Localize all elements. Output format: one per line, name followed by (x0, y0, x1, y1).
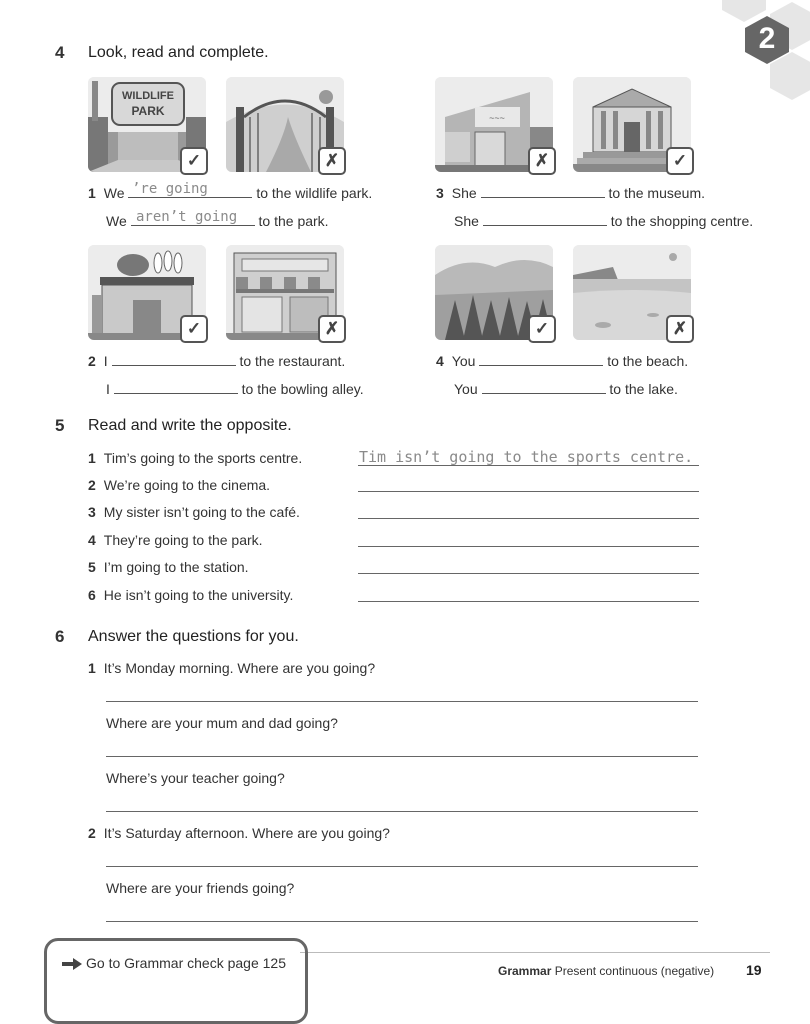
sentence-end: to the wildlife park. (256, 185, 373, 201)
answer-line[interactable] (358, 491, 699, 492)
sentence-subject: I (103, 353, 108, 369)
arrow-right-icon (62, 958, 82, 970)
exercise-6-title: Answer the questions for you. (88, 628, 299, 645)
tick-icon: ✓ (180, 315, 208, 343)
item-number: 1 (88, 185, 96, 201)
item-number: 2 (88, 353, 96, 369)
decor-hexagon (722, 0, 766, 22)
exercise-6-number: 6 (55, 627, 65, 646)
sentence-end: to the lake. (609, 381, 678, 397)
grammar-check-text: Go to Grammar check page 125 (86, 955, 286, 971)
answer-line[interactable] (106, 811, 698, 812)
sentence-subject: She (451, 185, 477, 201)
svg-text:PARK: PARK (131, 104, 165, 118)
item-number: 3 (436, 185, 444, 201)
ex6-question: Where are your friends going? (106, 880, 295, 896)
answer-line[interactable] (358, 546, 699, 547)
page-number: 19 (746, 962, 762, 978)
handwritten-answer: aren’t going (136, 209, 238, 225)
answer-blank[interactable] (483, 211, 607, 226)
decor-hexagon (770, 52, 810, 100)
answer-line[interactable] (358, 465, 699, 466)
answer-line[interactable] (106, 866, 698, 867)
handwritten-answer: ’re going (132, 181, 208, 197)
ex5-item: 5 I’m going to the station. (88, 559, 249, 575)
sentence-end: to the park. (258, 213, 329, 229)
ex6-question: 2 It’s Saturday afternoon. Where are you going? (88, 825, 390, 841)
cross-icon: ✗ (318, 147, 346, 175)
sentence-end: to the restaurant. (239, 353, 346, 369)
cross-icon: ✗ (318, 315, 346, 343)
answer-blank[interactable] (112, 351, 236, 366)
sentence-subject: I (106, 381, 110, 397)
ex6-question: Where are your mum and dad going? (106, 715, 338, 731)
cross-icon: ✗ (528, 147, 556, 175)
exercise-5-title: Read and write the opposite. (88, 417, 292, 434)
tick-icon: ✓ (528, 315, 556, 343)
ex5-item: 1 Tim’s going to the sports centre. (88, 450, 303, 466)
answer-blank[interactable] (114, 379, 238, 394)
exercise-4-number: 4 (55, 43, 65, 62)
exercise-5-number: 5 (55, 416, 65, 435)
answer-line[interactable] (106, 921, 698, 922)
grammar-check-box (44, 938, 308, 1024)
footer-section (498, 964, 714, 978)
sentence-subject: We (103, 185, 125, 201)
ex6-question: Where’s your teacher going? (106, 770, 285, 786)
ex5-item: 6 He isn’t going to the university. (88, 587, 294, 603)
grammar-check-link[interactable] (62, 955, 286, 971)
sentence-subject: We (106, 213, 127, 229)
sentence-subject: You (451, 353, 476, 369)
item-number: 4 (436, 353, 444, 369)
sentence-subject: You (454, 381, 478, 397)
sentence-end: to the beach. (607, 353, 689, 369)
sentence-subject: She (454, 213, 479, 229)
answer-line[interactable] (106, 756, 698, 757)
unit-number: 2 (758, 22, 776, 55)
ex6-question: 1 It’s Monday morning. Where are you going? (88, 660, 376, 676)
footer-topic: Present continuous (negative) (554, 964, 715, 978)
answer-line[interactable] (358, 601, 699, 602)
answer-blank[interactable] (479, 351, 603, 366)
handwritten-answer: Tim isn’t going to the sports centre. (359, 448, 694, 466)
cross-icon: ✗ (666, 315, 694, 343)
tick-icon: ✓ (180, 147, 208, 175)
answer-blank[interactable] (482, 379, 606, 394)
footer-divider (300, 952, 770, 953)
exercise-4-title: Look, read and complete. (88, 44, 269, 61)
sentence-end: to the shopping centre. (610, 213, 754, 229)
svg-text:WILDLIFE: WILDLIFE (122, 90, 174, 102)
ex5-item: 4 They’re going to the park. (88, 532, 263, 548)
answer-line[interactable] (358, 518, 699, 519)
svg-text:~~~: ~~~ (489, 113, 505, 123)
answer-blank[interactable] (481, 183, 605, 198)
sentence-end: to the museum. (608, 185, 705, 201)
answer-line[interactable] (106, 701, 698, 702)
ex5-item: 2 We’re going to the cinema. (88, 477, 271, 493)
sentence-end: to the bowling alley. (241, 381, 364, 397)
tick-icon: ✓ (666, 147, 694, 175)
ex5-item: 3 My sister isn’t going to the café. (88, 504, 300, 520)
footer-section-label: Grammar (498, 964, 552, 978)
answer-line[interactable] (358, 573, 699, 574)
